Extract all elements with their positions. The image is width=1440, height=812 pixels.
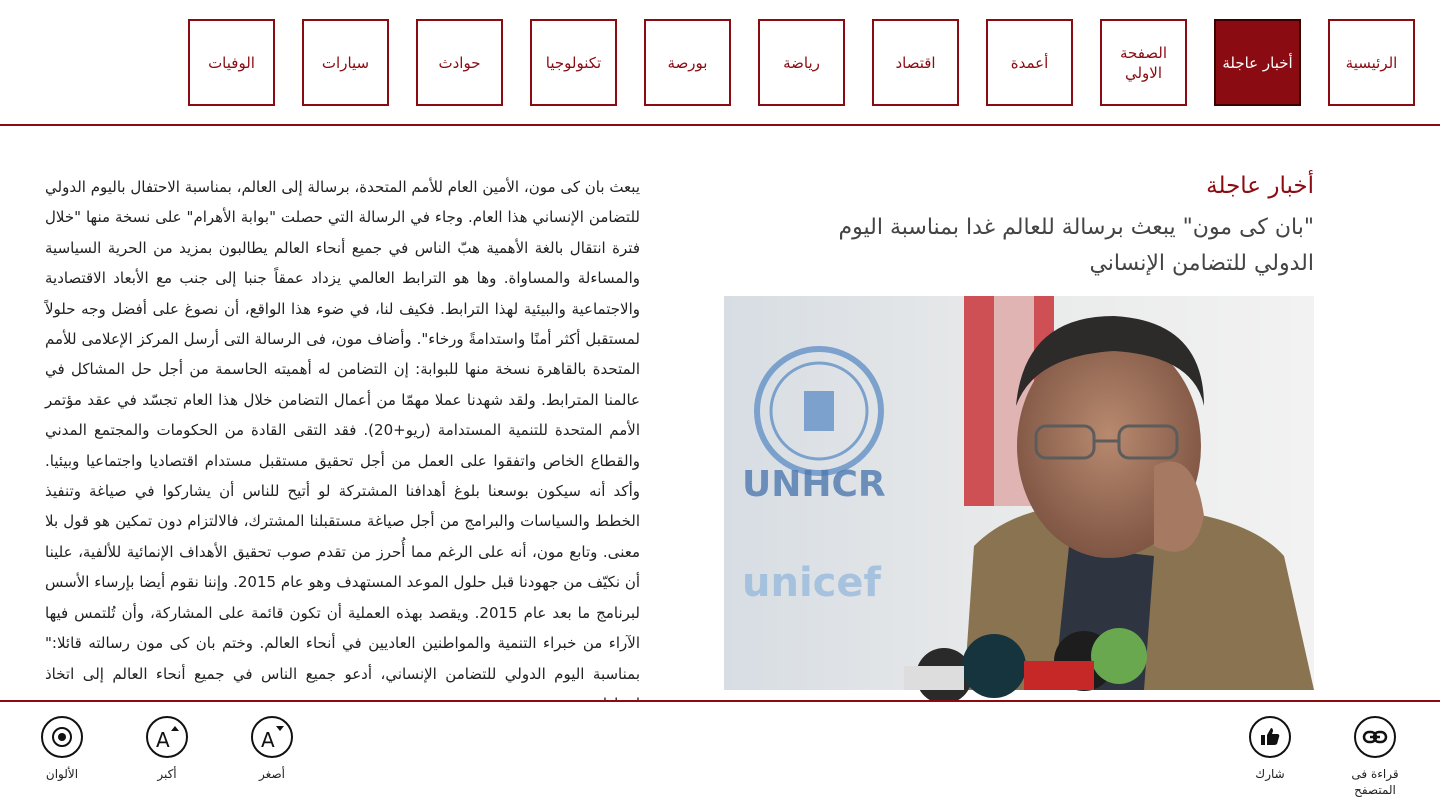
font-smaller-label: أصغر xyxy=(259,767,285,781)
svg-text:A: A xyxy=(261,728,275,752)
nav-tile-label: حوادث xyxy=(438,53,481,72)
nav-tile-label: الرئيسية xyxy=(1345,53,1398,72)
nav-tile-obituaries[interactable] xyxy=(188,19,275,106)
article-headline: "بان كى مون" يبعث برسالة للعالم غدا بمناسبة اليوم الدولي للتضامن الإنساني xyxy=(838,215,1314,276)
colors-label: الألوان xyxy=(45,767,79,781)
nav-tile-label: الصفحة الاولي xyxy=(1119,43,1168,82)
font-larger-icon xyxy=(146,716,188,758)
photo-illustration xyxy=(724,296,1314,690)
article-photo xyxy=(724,296,1314,690)
nav-tile-front-page[interactable] xyxy=(1100,19,1187,106)
article-category: أخبار عاجلة xyxy=(1206,173,1314,199)
font-larger-label: أكبر xyxy=(157,767,177,781)
article-body: يبعث بان كى مون، الأمين العام للأمم المتحدة، برسالة إلى العالم، بمناسبة الاحتفال باليوم الدولي للتضامن الإنساني هذا العام. وجاء في الرسالة التي حصلت "بوابة الأهرام" على نسخة منها "خلال فترة انتقال بالغة الأهمية هبّ الناس في جميع أنحاء العالم يطالبون بمزيد من الحرية السياسية والمساءلة والمساواة. وها هو الترابط العالمي يزداد عمقاً جنبا إلى جنب مع الأبعاد الاقتصادية والاجتماعية والبيئية لهذا الترابط. فكيف لنا، في ضوء هذا الواقع، أن نصوغ على أفضل وجه حلولاً لمستقبل أكثر أمنًا واستدامةً ورخاء". وأضاف مون، فى الرسالة التى أرسل المركز الإعلامى للأمم المتحدة بالقاهرة نسخة منها للبوابة: إن التضامن له أهميته الحاسمة من أجل حل المشاكل في عالمنا المترابط. ولقد شهدنا عملا مهمّا من أعمال التضامن خلال هذا العام تجسّد في عقد مؤتمر الأمم المتحدة للتنمية المستدامة (ريو+20). فقد التقى القادة من الحكومات والمجتمع المدني والقطاع الخاص واتفقوا على العمل من أجل تحقيق مستقبل مستدام اقتصاديا واجتماعيا وبيئيا. وأكد أنه سيكون بوسعنا بلوغ أهدافنا المشتركة لو أتيح للناس أن يشاركوا في صياغة وتنفيذ الخطط والسياسات والبرامج من أجل صياغة مستقبلنا المشترك، فالالتزام دون تمكين هو قول بلا معنى. وتابع مون، أنه على الرغم مما أُحرز من تقدم صوب تحقيق الأهداف الإنمائية للألفية، علينا أن نكيّف من جهودنا قبل حلول الموعد المستهدف وهو عام 2015. وإننا نقوم أيضا بإرساء الأسس لبرنامج ما بعد عام 2015. ويقصد بهذه العملية أن تكون قائمة على المشاركة، وأن تُلتمس فيها الآراء من خبراء التنمية والمواطنين العاديين في أنحاء العالم. وختم بان كى مون رسالته قائلا:" بمناسبة اليوم الدولي للتضامن الإنساني، أدعو جميع الناس في جميع أنحاء العالم إلى اتخاذ xyxy=(45,178,641,683)
link-icon xyxy=(1354,716,1396,758)
svg-text:A: A xyxy=(156,728,170,752)
svg-text:unicef: unicef xyxy=(742,560,881,606)
thumbs-up-icon xyxy=(1249,716,1291,758)
colors-icon xyxy=(41,716,83,758)
font-smaller-icon xyxy=(251,716,293,758)
nav-tile-breaking-news[interactable] xyxy=(1214,19,1301,106)
nav-tile-columns[interactable] xyxy=(986,19,1073,106)
nav-tile-label: أخبار عاجلة xyxy=(1222,53,1293,72)
nav-tile-label: الوفيات xyxy=(208,53,255,72)
open-in-browser-button[interactable] xyxy=(1335,716,1415,798)
font-smaller-button[interactable] xyxy=(232,716,312,782)
nav-tile-label: سيارات xyxy=(321,53,370,72)
nav-tile-label: اقتصاد xyxy=(895,53,936,72)
nav-tile-sports[interactable] xyxy=(758,19,845,106)
nav-tile-economy[interactable] xyxy=(872,19,959,106)
share-button[interactable] xyxy=(1230,716,1310,782)
font-larger-button[interactable] xyxy=(127,716,207,782)
nav-tile-accidents[interactable] xyxy=(416,19,503,106)
nav-tile-stock-market[interactable] xyxy=(644,19,731,106)
nav-tile-label: تكنولوجيا xyxy=(545,53,602,72)
nav-tile-home[interactable] xyxy=(1328,19,1415,106)
nav-tiles xyxy=(0,19,1440,105)
top-navigation xyxy=(0,0,1440,126)
app-bar xyxy=(0,700,1440,812)
nav-tile-technology[interactable] xyxy=(530,19,617,106)
nav-tile-label: أعمدة xyxy=(1010,53,1049,72)
svg-text:UNHCR: UNHCR xyxy=(742,464,886,505)
colors-button[interactable] xyxy=(22,716,102,782)
share-label: شارك xyxy=(1255,767,1285,781)
nav-tile-label: بورصة xyxy=(667,53,708,72)
nav-tile-label: رياضة xyxy=(783,53,820,72)
open-in-browser-label: قراءة فى المتصفح xyxy=(1351,767,1399,797)
nav-tile-cars[interactable] xyxy=(302,19,389,106)
